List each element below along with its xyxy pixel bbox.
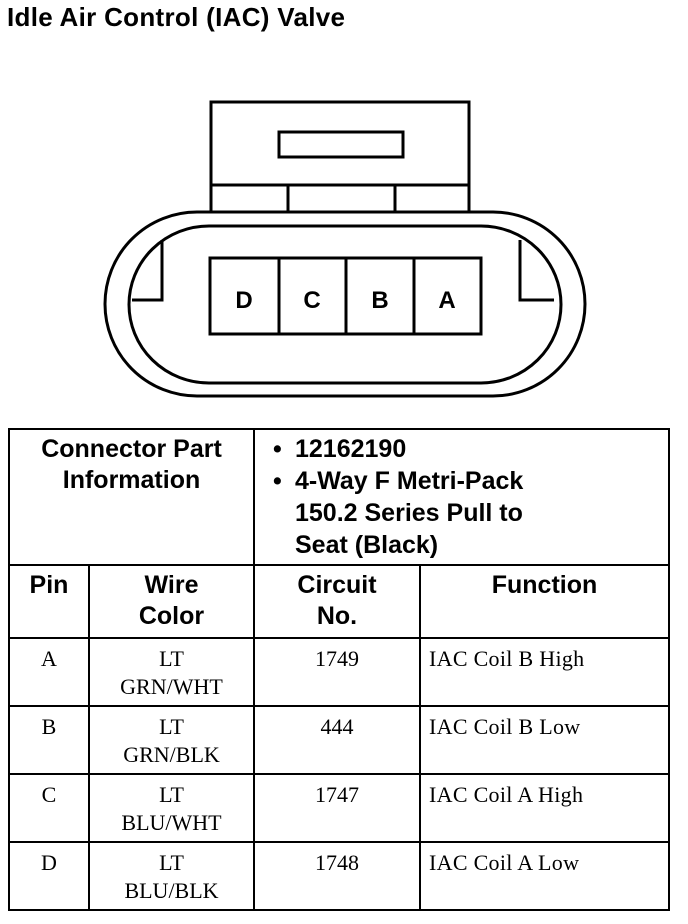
connector-diagram xyxy=(0,0,688,420)
function-cell: IAC Coil B Low xyxy=(429,714,581,739)
part-info-label: Connector Part xyxy=(41,435,222,463)
wire-color-cell: LT BLU/BLK xyxy=(124,850,219,903)
table-row xyxy=(9,706,669,774)
wire-color-cell: LT GRN/WHT xyxy=(120,646,223,699)
circuit-cell: 444 xyxy=(320,714,354,739)
pin-cell: A xyxy=(41,646,57,671)
circuit-cell: 1748 xyxy=(315,850,359,875)
part-info-label: Information xyxy=(62,466,201,494)
pin-cell: B xyxy=(41,714,57,739)
latch-slot xyxy=(279,132,403,157)
bullet-icon: • xyxy=(273,435,282,463)
table-row xyxy=(9,842,669,910)
column-header-pin: Pin xyxy=(9,565,89,638)
pin-cell: C xyxy=(41,782,57,807)
circuit-cell: 1749 xyxy=(315,646,359,671)
function-cell: IAC Coil A High xyxy=(429,782,584,807)
table-row xyxy=(9,774,669,842)
pin-label: D xyxy=(235,287,253,314)
part-description-line: Seat (Black) xyxy=(295,531,439,559)
column-header-wire-color: Wire Color xyxy=(89,565,254,638)
part-description-line: 150.2 Series Pull to xyxy=(295,499,523,527)
pin-label: A xyxy=(438,287,456,314)
part-info-value-cell xyxy=(254,429,669,565)
bullet-icon: • xyxy=(273,467,282,495)
circuit-cell: 1747 xyxy=(315,782,359,807)
pin-cell: D xyxy=(41,850,57,875)
page-title: Idle Air Control (IAC) Valve xyxy=(7,2,346,32)
column-header-function: Function xyxy=(420,565,669,638)
part-info-label-cell xyxy=(9,429,254,565)
pin-label: B xyxy=(371,287,389,314)
wire-color-cell: LT GRN/BLK xyxy=(123,714,220,767)
wire-color-cell: LT BLU/WHT xyxy=(121,782,222,835)
part-number-bullet xyxy=(273,433,662,465)
pin-cavities xyxy=(210,258,481,334)
function-cell: IAC Coil A Low xyxy=(429,850,580,875)
connector-info-table xyxy=(8,428,670,911)
pin-label: C xyxy=(303,287,321,314)
column-header-circuit: Circuit No. xyxy=(254,565,420,638)
part-description-line: 4-Way F Metri-Pack xyxy=(295,467,524,495)
part-description-bullet xyxy=(273,465,662,497)
table-row xyxy=(9,638,669,706)
part-number: 12162190 xyxy=(295,435,407,463)
function-cell: IAC Coil B High xyxy=(429,646,585,671)
